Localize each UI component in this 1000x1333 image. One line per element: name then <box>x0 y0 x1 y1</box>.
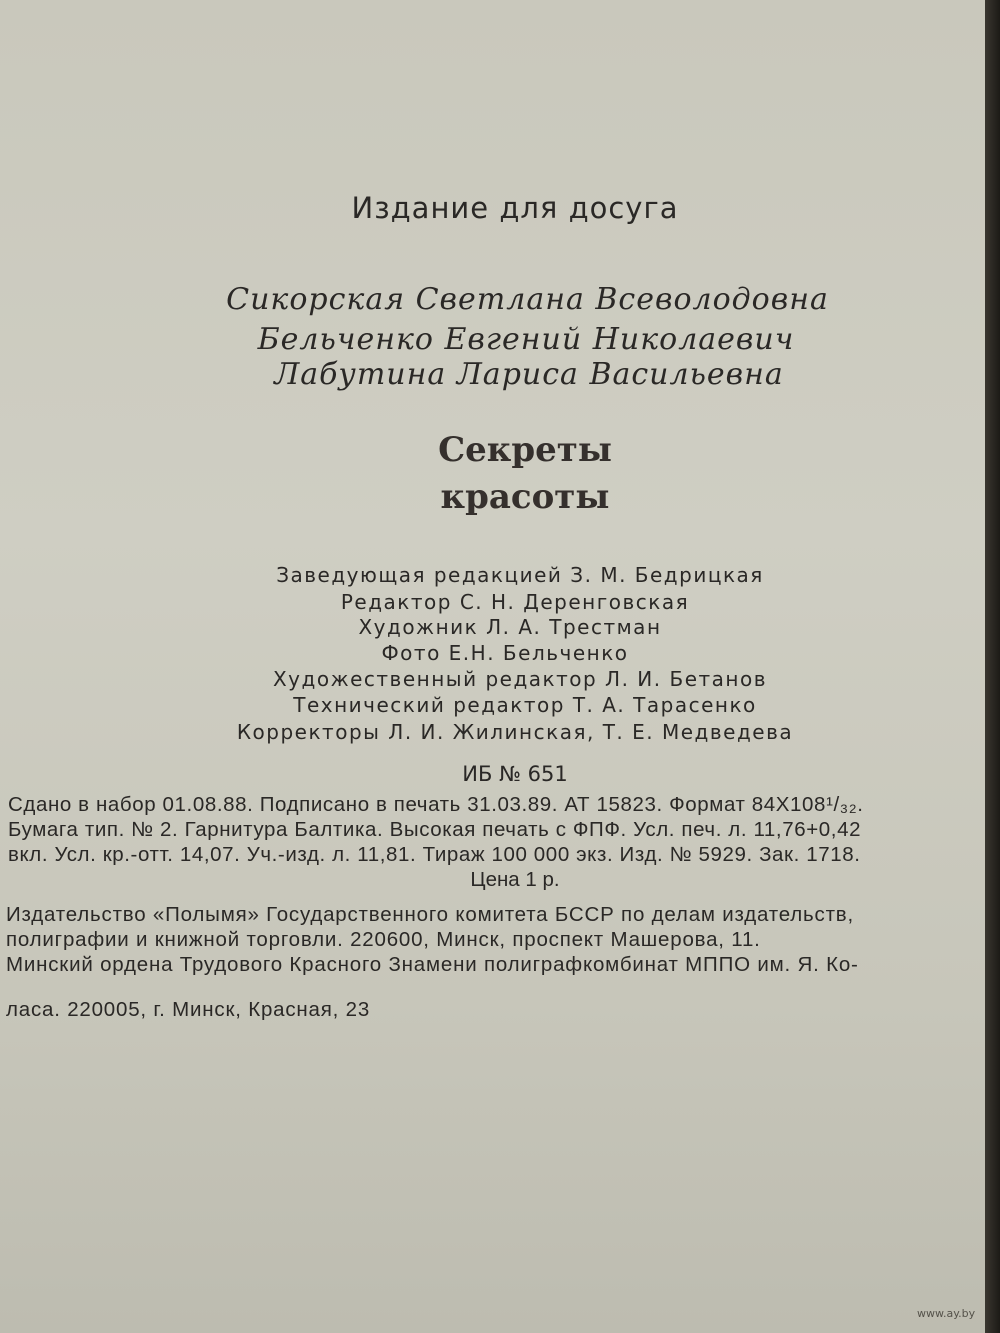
publisher-line-2: полиграфии и книжной торговли. 220600, Минск, проспект Машерова, 11. <box>6 928 761 951</box>
credit-tech-editor: Технический редактор Т. А. Тарасенко <box>293 693 757 717</box>
book-title-line-1: Секреты <box>438 430 612 470</box>
credit-proofreaders: Корректоры Л. И. Жилинская, Т. Е. Медведева <box>236 720 794 744</box>
author-1: Сикорская Светлана Всеволодовна <box>226 282 829 317</box>
credit-artist: Художник Л. А. Трестман <box>358 615 662 639</box>
ib-number: ИБ № 651 <box>462 762 568 786</box>
watermark: www.ay.by <box>917 1307 976 1320</box>
credit-art-editor: Художественный редактор Л. И. Бетанов <box>272 667 768 691</box>
author-2: Бельченко Евгений Николаевич <box>257 322 795 357</box>
credit-editor: Редактор С. Н. Деренговская <box>340 590 690 614</box>
author-3: Лабутина Лариса Васильевна <box>274 357 784 392</box>
page-edge-shadow <box>985 0 1000 1333</box>
printer-line-1: Минский ордена Трудового Красного Знамени полиграфкомбинат МППО им. Я. Ко- <box>6 953 859 976</box>
imprint-line-1: Сдано в набор 01.08.88. Подписано в печать 31.03.89. АТ 15823. Формат 84Х108¹/₃₂. <box>8 793 864 816</box>
edition-note: Издание для досуга <box>351 191 679 225</box>
book-title-line-2: красоты <box>440 477 610 517</box>
printer-line-2: ласа. 220005, г. Минск, Красная, 23 <box>6 998 371 1021</box>
publisher-line-1: Издательство «Полымя» Государственного комитета БССР по делам издательств, <box>6 903 854 926</box>
credit-photo: Фото Е.Н. Бельченко <box>381 641 629 665</box>
imprint-line-2: Бумага тип. № 2. Гарнитура Балтика. Высокая печать с ФПФ. Усл. печ. л. 11,76+0,42 <box>8 818 862 841</box>
credit-head-editor: Заведующая редакцией З. М. Бедрицкая <box>276 563 764 587</box>
imprint-line-3: вкл. Усл. кр.-отт. 14,07. Уч.-изд. л. 11,81. Тираж 100 000 экз. Изд. № 5929. Зак. 1718. <box>8 843 861 866</box>
price: Цена 1 р. <box>470 868 560 891</box>
